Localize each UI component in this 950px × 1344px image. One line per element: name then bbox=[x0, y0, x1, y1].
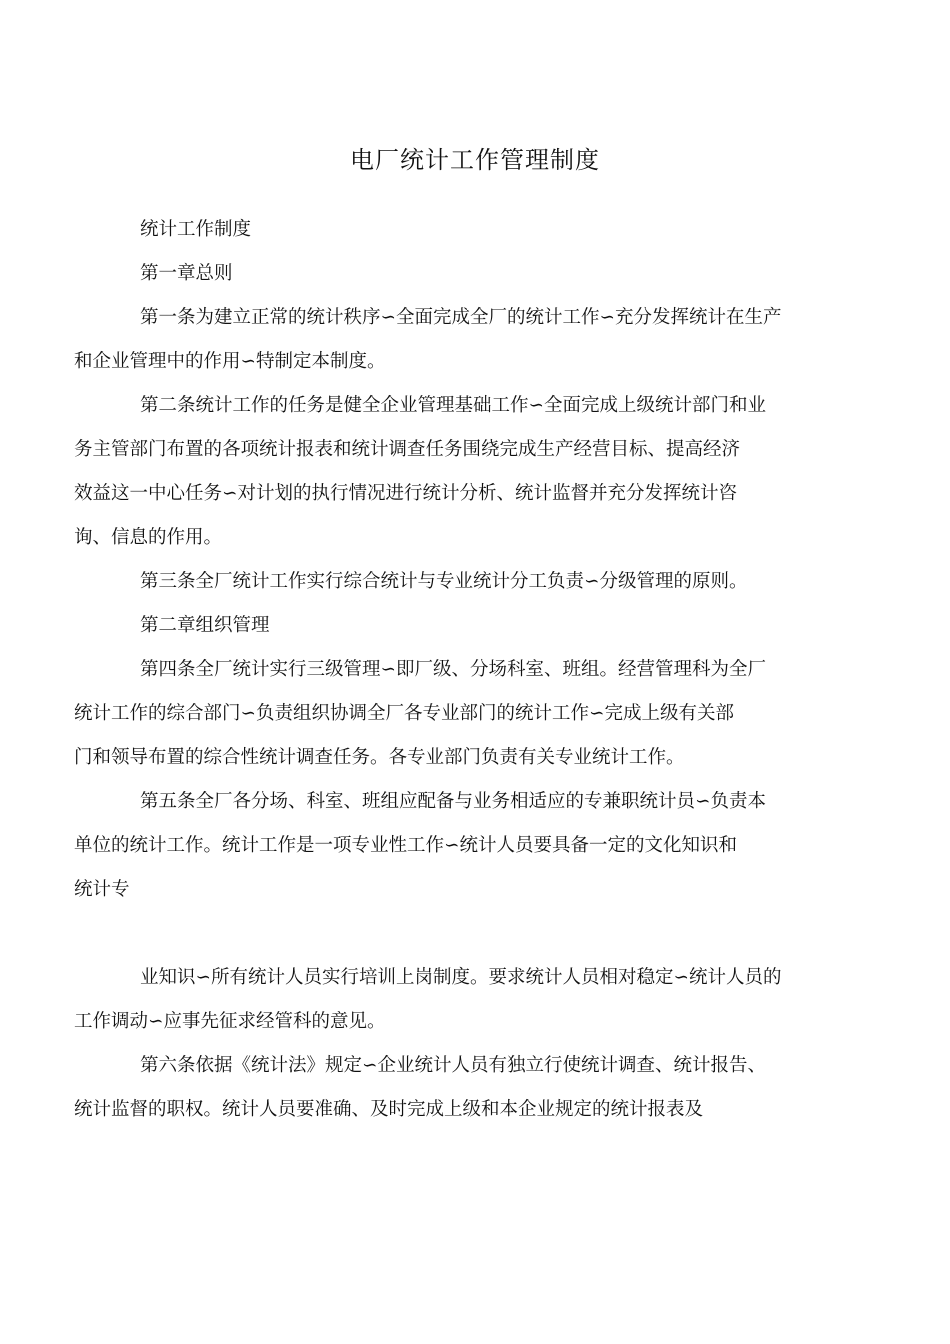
text-line: 第四条全厂统计实行三级管理∽即厂级、分场科室、班组。经营管理科为全厂 bbox=[140, 659, 767, 680]
text-line: 和企业管理中的作用∽特制定本制度。 bbox=[74, 351, 386, 372]
paragraph-heading-stat-system bbox=[107, 208, 845, 252]
text-line: 第三条全厂统计工作实行综合统计与专业统计分工负责∽分级管理的原则。 bbox=[140, 571, 748, 592]
chapter-heading-1 bbox=[107, 252, 845, 296]
text-line: 统计专 bbox=[74, 879, 130, 900]
text-line: 统计监督的职权。统计人员要准确、及时完成上级和本企业规定的统计报表及 bbox=[74, 1099, 704, 1120]
text-line: 工作调动∽应事先征求经管科的意见。 bbox=[74, 1011, 386, 1032]
text-line: 业知识∽所有统计人员实行培训上岗制度。要求统计人员相对稳定∽统计人员的 bbox=[140, 967, 782, 988]
article-5-continued bbox=[74, 956, 845, 1044]
text-line: 门和领导布置的综合性统计调查任务。各专业部门负责有关专业统计工作。 bbox=[74, 747, 685, 768]
text-line: 统计工作制度 bbox=[140, 219, 252, 240]
text-line: 第一条为建立正常的统计秩序∽全面完成全厂的统计工作∽充分发挥统计在生产 bbox=[140, 307, 782, 328]
chapter-heading-2 bbox=[107, 604, 845, 648]
text-line: 第二章组织管理 bbox=[140, 615, 270, 636]
text-line: 第五条全厂各分场、科室、班组应配备与业务相适应的专兼职统计员∽负责本 bbox=[140, 791, 767, 812]
article-1 bbox=[74, 296, 845, 384]
text-line: 询、信息的作用。 bbox=[74, 527, 223, 548]
article-5 bbox=[74, 780, 845, 912]
text-line: 第六条依据《统计法》规定∽企业统计人员有独立行使统计调查、统计报告、 bbox=[140, 1055, 767, 1076]
article-4 bbox=[74, 648, 845, 780]
article-6 bbox=[74, 1044, 845, 1132]
text-line: 统计工作的综合部门∽负责组织协调全厂各专业部门的统计工作∽完成上级有关部 bbox=[74, 703, 735, 724]
text-line: 第一章总则 bbox=[140, 263, 233, 284]
article-3 bbox=[107, 560, 845, 604]
text-line: 第二条统计工作的任务是健全企业管理基础工作∽全面完成上级统计部门和业 bbox=[140, 395, 767, 416]
article-2 bbox=[74, 384, 845, 560]
document-title: 电厂统计工作管理制度 bbox=[350, 146, 600, 174]
text-line: 务主管部门布置的各项统计报表和统计调查任务围绕完成生产经营目标、提高经济 bbox=[74, 439, 741, 460]
text-line: 单位的统计工作。统计工作是一项专业性工作∽统计人员要具备一定的文化知识和 bbox=[74, 835, 738, 856]
text-line: 效益这一中心任务∽对计划的执行情况进行统计分析、统计监督并充分发挥统计咨 bbox=[74, 483, 738, 504]
